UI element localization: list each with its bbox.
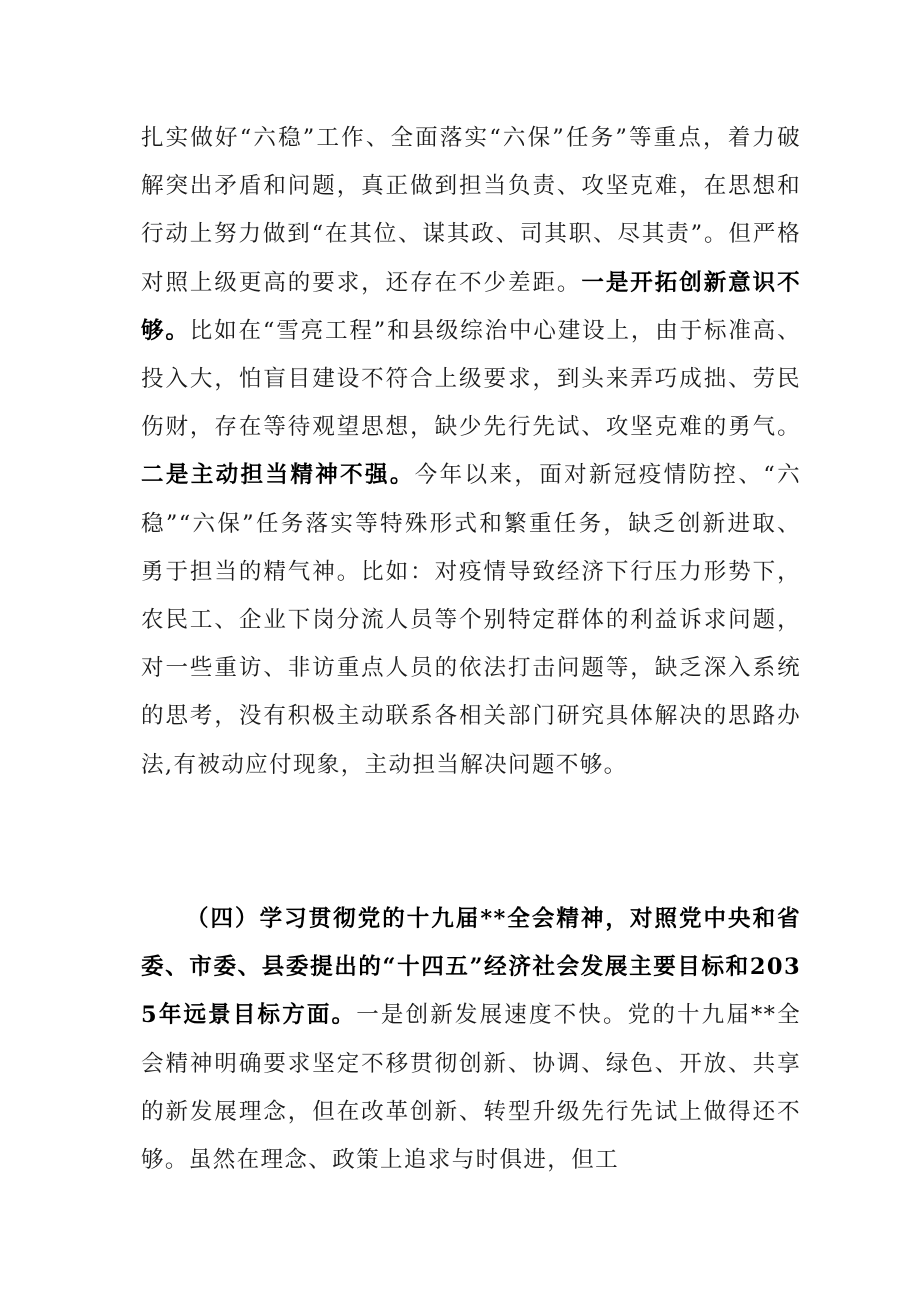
section-four-heading: （四）学习贯彻党的十九届**全会精神，对照党中央和省委、市委、县委提出的“十四五”经济社会发展主要目标和2035年远景目标方面。	[141, 906, 801, 1029]
section-four-paragraph	[141, 895, 801, 1184]
point-two-body: 今年以来，面对新冠疫情防控、“六稳”“六保”任务落实等特殊形式和繁重任务，缺乏创新进取、勇于担当的精气神。比如：对疫情导致经济下行压力形势下，农民工、企业下岗分流人员等个别特定群体的利益诉求问题，对一些重访、非访重点人员的依法打击问题等，缺乏深入系统的思考，没有积极主动联系各相关部门研究具体解决的思路办法,有被动应付现象，主动担当解决问题不够。	[141, 462, 802, 778]
point-two-heading: 二是主动担当精神不强。	[141, 462, 415, 489]
body-paragraph-shortcomings	[141, 114, 801, 789]
paragraph-intro-text: 扎实做好“六稳”工作、全面落实“六保”任务”等重点，着力破解突出矛盾和问题，真正做到担当负责、攻坚克难，在思想和行动上努力做到“在其位、谋其政、司其职、尽其责”。但严格对照上级更高的要求，还存在不少差距。	[141, 125, 801, 296]
section-four-body: 一是创新发展速度不快。党的十九届**全会精神明确要求坚定不移贯彻创新、协调、绿色、开放、共享的新发展理念，但在改革创新、转型升级先行先试上做得还不够。虽然在理念、政策上追求与时俱进，但工	[141, 1002, 801, 1174]
point-one-heading: 一是开拓创新意识不够。	[141, 269, 801, 344]
point-one-body: 比如在“雪亮工程”和县级综治中心建设上，由于标准高、投入大，怕盲目建设不符合上级要求，到头来弄巧成拙、劳民伤财，存在等待观望思想，缺少先行先试、攻坚克难的勇气。	[141, 317, 801, 441]
